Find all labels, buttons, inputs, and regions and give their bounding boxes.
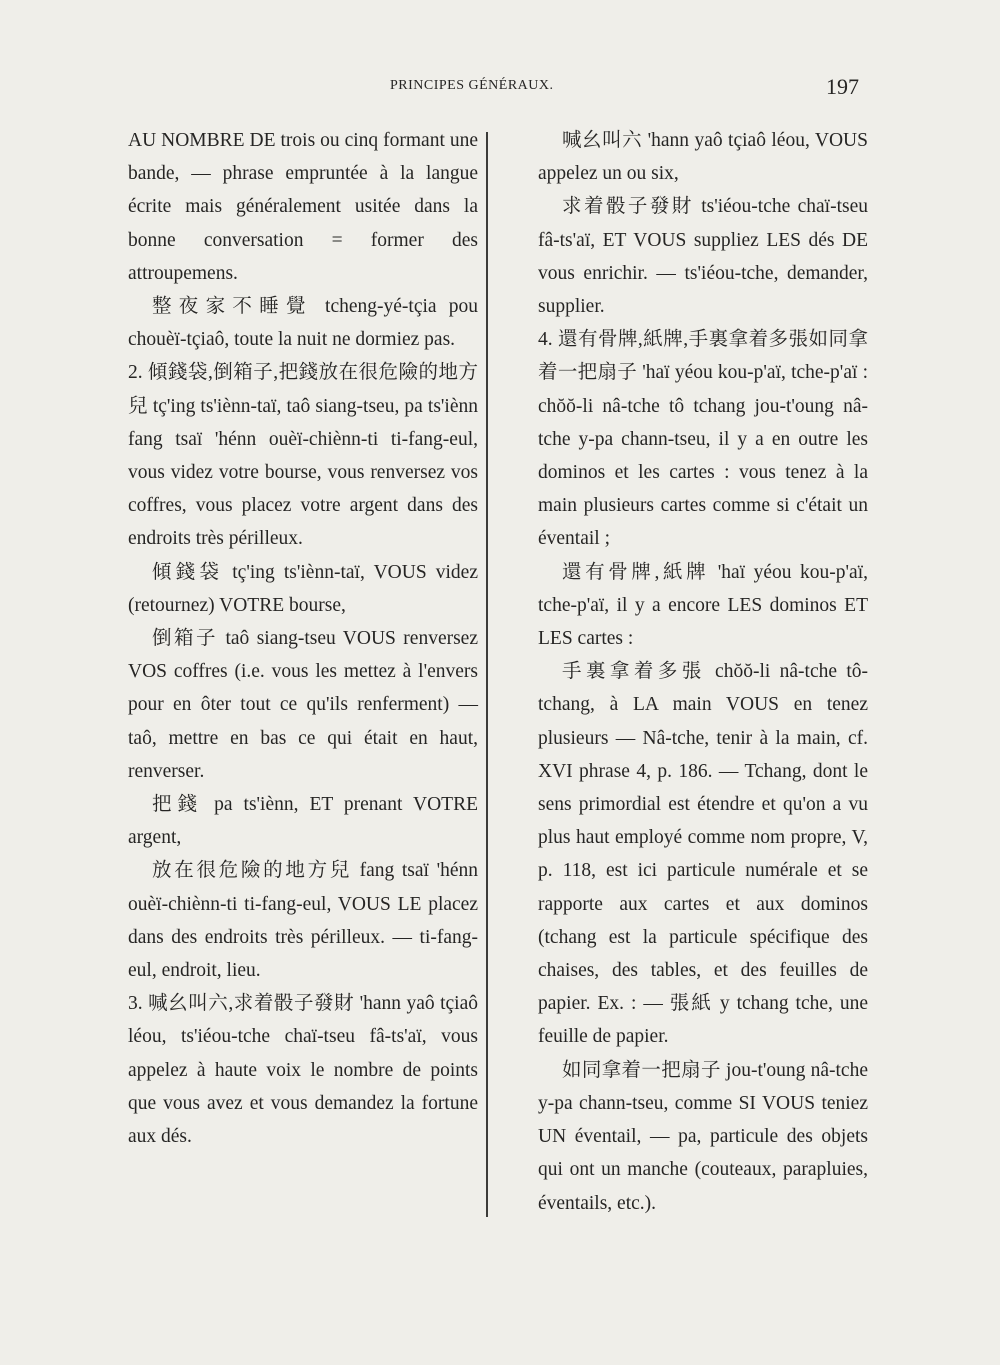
paragraph: AU NOMBRE DE trois ou cinq formant une bande, — phrase empruntée à la langue écrite mais généralement usitée dans la bonne conversation = former des attroupemens.	[128, 130, 478, 284]
paragraph: 整夜家不睡覺 tcheng-yé-tçia pou chouèï-tçiaô, toute la nuit ne dormiez pas.	[128, 296, 478, 351]
running-title: PRINCIPES GÉNÉRAUX.	[390, 78, 554, 93]
paragraph: 如同拿着一把扇子 jou-t'oung nâ-tche y-pa chann-tseu, comme SI VOUS teniez UN éventail, — pa, particule des objets qui ont un manche (couteaux, parapluies, éventails, etc.).	[538, 1059, 868, 1214]
paragraph: 2. 傾錢袋,倒箱子,把錢放在很危險的地方兒 tç'ing ts'iènn-taï, taô siang-tseu, pa ts'iènn fang tsaï 'hénn ouèï-chiènn-ti ti-fang-eul, vous videz votre bourse, vous renversez vos coffres, vous placez votre argent dans des endroits très périlleux.	[128, 362, 478, 550]
column-divider	[486, 132, 488, 1217]
right-column	[538, 124, 868, 1220]
paragraph: 傾錢袋 tç'ing ts'iènn-taï, VOUS videz (retournez) VOTRE bourse,	[128, 561, 478, 616]
page-number: 197	[826, 74, 859, 99]
paragraph: 4. 還有骨牌,紙牌,手裏拿着多張如同拿着一把扇子 'haï yéou kou-p'aï, tche-p'aï : chŏŏ-li nâ-tche tô tchang jou-t'oung nâ-tche y-pa chann-tseu, il y a en outre les dominos et les cartes : vous tenez à la main plusieurs cartes comme si c'était un éventail ;	[538, 329, 868, 550]
paragraph: 倒箱子 taô siang-tseu VOUS renversez VOS coffres (i.e. vous les mettez à l'envers pour en ôter tout ce qu'ils renferment) — taô, mettre en bas ce qui était en haut, renverser.	[128, 628, 478, 782]
paragraph: 3. 喊幺叫六,求着骰子發財 'hann yaô tçiaô léou, ts'iéou-tche chaï-tseu fâ-ts'aï, vous appelez à haute voix le nombre de points que vous avez et vous demandez la fortune aux dés.	[128, 993, 478, 1148]
paragraph: 還有骨牌,紙牌 'haï yéou kou-p'aï, tche-p'aï, il y a encore LES dominos ET LES cartes :	[538, 561, 868, 650]
left-column	[128, 124, 478, 1153]
paragraph: 求着骰子發財 ts'iéou-tche chaï-tseu fâ-ts'aï, ET VOUS suppliez LES dés DE vous enrichir. — ts'iéou-tche, demander, supplier.	[538, 196, 868, 318]
paragraph: 手裏拿着多張 chŏŏ-li nâ-tche tô-tchang, à LA main VOUS en tenez plusieurs — Nâ-tche, tenir à la main, cf. XVI phrase 4, p. 186. — Tchang, dont le sens primordial est étendre et qu'on a vu plus haut employé comme nom propre, V, p. 118, est ici particule numérale et se rapporte aux cartes et aux dominos (tchang est la particule spécifique des chaises, des tables, et des feuilles de papier. Ex. : — 張紙 y tchang tche, une feuille de papier.	[538, 661, 868, 1048]
paragraph: 放在很危險的地方兒 fang tsaï 'hénn ouèï-chiènn-ti ti-fang-eul, VOUS LE placez dans des endroits très périlleux. — ti-fang-eul, endroit, lieu.	[128, 860, 478, 982]
paragraph: 把錢 pa ts'iènn, ET prenant VOTRE argent,	[128, 794, 478, 849]
page-header	[0, 76, 1000, 102]
paragraph: 喊幺叫六 'hann yaô tçiaô léou, VOUS appelez un ou six,	[538, 130, 868, 185]
